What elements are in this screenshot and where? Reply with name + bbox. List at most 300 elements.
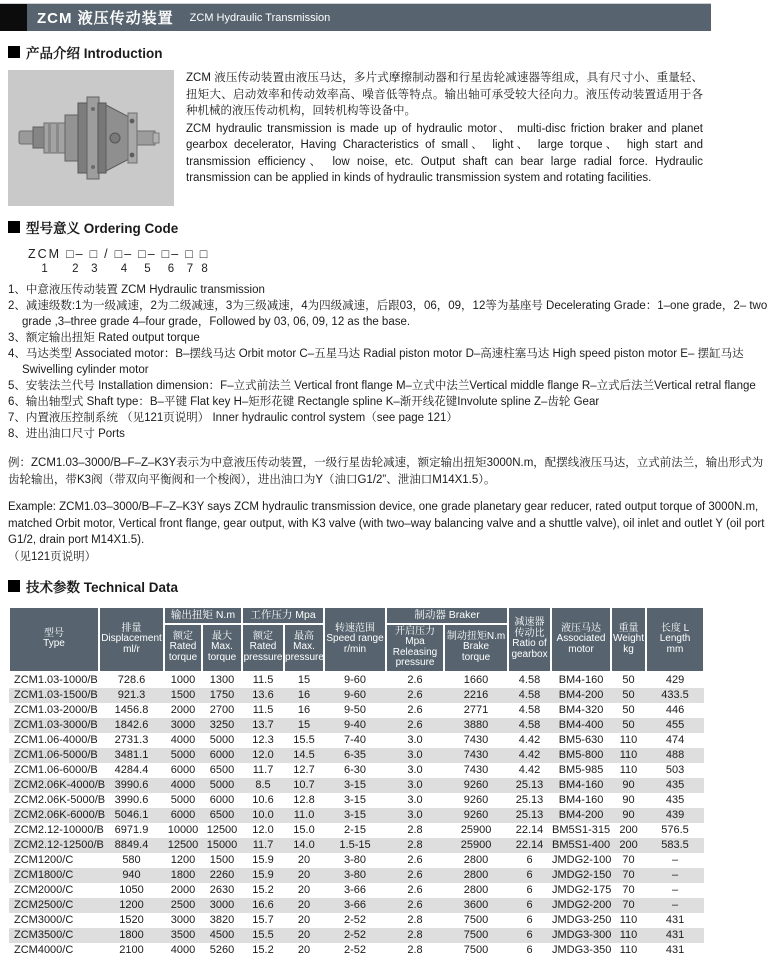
table-cell: 9-40: [344, 718, 367, 731]
table-cell: 20: [297, 913, 311, 926]
ordering-item-line: 4、马达类型 Associated motor：B–摆线马达 Orbit motor C–五星马达 Radial piston motor D–高速柱塞马达 High speed piston motor E– 摆缸马达: [8, 348, 744, 360]
table-cell: 2.6: [407, 673, 423, 686]
section-heading-ordering-code-label: 型号意义 Ordering Code: [26, 221, 179, 236]
col-header-weight: [611, 607, 646, 672]
header-line: Associated: [556, 633, 606, 644]
table-cell: 2771: [463, 703, 489, 716]
table-cell: 3820: [209, 913, 235, 926]
header-line: gearbox: [511, 648, 548, 660]
table-cell: 15: [297, 718, 311, 731]
table-cell: 9260: [463, 808, 489, 821]
header-line: Type: [43, 638, 65, 650]
header-line: Max.: [293, 641, 315, 653]
table-cell: 3500: [170, 928, 196, 941]
table-cell: 1520: [119, 913, 144, 926]
table-cell: 2500: [170, 898, 196, 911]
table-cell: 1660: [463, 673, 489, 686]
table-cell: 2.6: [407, 853, 423, 866]
table-cell: 12.8: [293, 793, 315, 806]
table-cell: ZCM1.03-2000/B: [14, 703, 98, 716]
table-cell: 11.0: [293, 808, 315, 821]
table-cell: 6: [526, 853, 533, 866]
col-header-ratio: [508, 607, 551, 672]
table-cell: 20: [297, 943, 311, 956]
table-cell: 25900: [460, 823, 492, 836]
table-cell: ZCM3500/C: [14, 928, 74, 941]
ordering-item-line: Swivelling cylinder motor: [22, 364, 149, 376]
table-cell: 1842.6: [114, 718, 149, 731]
table-cell: 5260: [209, 943, 235, 956]
table-cell: ZCM2.06K-5000/B: [14, 793, 106, 806]
table-cell: 6500: [209, 808, 235, 821]
table-cell: 1200: [119, 898, 144, 911]
square-bullet-icon: [8, 580, 20, 592]
table-cell: 3-66: [344, 883, 367, 896]
table-cell: 3.0: [407, 808, 423, 821]
table-cell: 15.9: [252, 853, 274, 866]
table-cell: 2.6: [407, 688, 423, 701]
table-cell: 4.58: [518, 688, 541, 701]
table-cell: 2630: [209, 883, 235, 896]
table-cell: ZCM2500/C: [14, 898, 74, 911]
table-cell: JMDG2-200: [552, 898, 612, 911]
header-line: Releasing: [392, 646, 438, 658]
table-cell: 13.7: [252, 718, 274, 731]
table-row: [9, 913, 704, 928]
table-cell: 50: [622, 718, 635, 731]
table-cell: ZCM2000/C: [14, 883, 74, 896]
header-line: pressure: [395, 657, 435, 668]
table-cell: 11.7: [252, 838, 274, 851]
table-cell: 2216: [463, 688, 489, 701]
table-cell: –: [671, 853, 679, 866]
table-cell: 2.6: [407, 718, 423, 731]
table-cell: 6: [526, 928, 533, 941]
table-cell: 2.8: [407, 928, 423, 941]
table-cell: 14.5: [293, 748, 315, 761]
table-cell: ZCM2.06K-4000/B: [14, 778, 106, 791]
table-cell: 728.6: [117, 673, 146, 686]
table-cell: 3600: [463, 898, 489, 911]
table-row: [9, 868, 704, 883]
table-cell: 3000: [209, 898, 235, 911]
table-cell: ZCM1.03-1000/B: [14, 673, 98, 686]
table-cell: JMDG2-175: [552, 883, 612, 896]
table-cell: JMDG3-350: [552, 943, 612, 956]
table-cell: 20: [297, 868, 311, 881]
table-cell: 25.13: [515, 793, 544, 806]
header-line: 最高: [294, 630, 315, 642]
table-cell: 20: [297, 883, 311, 896]
table-cell: –: [671, 898, 679, 911]
table-row: [9, 808, 704, 823]
header-line: Rated: [169, 641, 197, 653]
header-line: 转速范围: [335, 622, 376, 634]
header-line: 最大: [212, 630, 232, 642]
table-cell: 2000: [170, 883, 196, 896]
table-cell: 488: [665, 748, 685, 761]
table-row: [9, 778, 704, 793]
table-cell: 3.0: [407, 733, 423, 746]
table-cell: 25.13: [515, 808, 544, 821]
col-group-working-pressure: 工作压力 Mpa: [242, 607, 324, 624]
table-cell: 1.5-15: [339, 838, 371, 851]
col-header-length: [646, 607, 704, 672]
table-cell: 70: [622, 883, 635, 896]
introduction-text: [186, 70, 703, 206]
section-heading-introduction: [8, 42, 711, 62]
page-header-bar: [0, 3, 711, 31]
table-cell: 1750: [209, 688, 235, 701]
table-cell: 3990.6: [114, 793, 149, 806]
table-cell: 6-30: [344, 763, 367, 776]
table-row: [9, 883, 704, 898]
table-cell: 429: [665, 673, 685, 686]
table-cell: 13.6: [252, 688, 274, 701]
table-cell: 6: [526, 883, 533, 896]
col-header-releasing-pressure: [386, 624, 444, 672]
table-cell: 1000: [170, 673, 196, 686]
code-segment: □ 3: [89, 247, 100, 275]
table-cell: ZCM1.06-6000/B: [14, 763, 98, 776]
table-cell: 2.6: [407, 868, 423, 881]
table-cell: 4.42: [518, 748, 541, 761]
code-segment: □ 7: [185, 247, 195, 275]
table-cell: ZCM1.06-4000/B: [14, 733, 98, 746]
table-body: [9, 672, 704, 958]
col-header-rated-torque: [164, 624, 202, 672]
table-cell: 3-15: [344, 808, 367, 821]
table-cell: 11.5: [252, 673, 274, 686]
col-header-type: [9, 607, 99, 672]
ordering-code-diagram: [28, 247, 711, 276]
table-cell: 7430: [463, 733, 489, 746]
table-cell: 6000: [170, 808, 196, 821]
table-cell: 2-15: [344, 823, 367, 836]
ordering-code-items: [8, 282, 767, 442]
table-cell: ZCM1200/C: [14, 853, 74, 866]
table-cell: JMDG2-100: [552, 853, 612, 866]
table-cell: 7-40: [344, 733, 367, 746]
table-cell: 20: [297, 928, 311, 941]
table-cell: 9260: [463, 778, 489, 791]
table-cell: ZCM4000/C: [14, 943, 74, 956]
table-cell: 2-52: [344, 913, 367, 926]
table-cell: 5000: [209, 778, 235, 791]
table-cell: 1500: [170, 688, 196, 701]
example-line: （见121页说明）: [8, 550, 97, 563]
table-cell: 474: [665, 733, 685, 746]
table-cell: 4000: [170, 943, 196, 956]
code-segment: □– 4: [114, 247, 134, 275]
table-cell: JMDG3-250: [552, 913, 612, 926]
table-cell: 2100: [119, 943, 144, 956]
ordering-item-line: 2、减速级数:1为一级减速，2为二级减速，3为三级减速，4为四级减速，后跟03，06，09，12等为基座号 Decelerating Grade：1–one grade，2– two: [8, 300, 767, 312]
table-cell: BM5S1-400: [552, 838, 611, 851]
table-cell: 3-66: [344, 898, 367, 911]
table-cell: 20: [297, 853, 311, 866]
table-cell: 8849.4: [114, 838, 149, 851]
table-cell: ZCM1.06-5000/B: [14, 748, 98, 761]
section-heading-ordering-code: [8, 217, 711, 237]
table-cell: BM5-985: [558, 763, 604, 776]
table-cell: 3.0: [407, 763, 423, 776]
header-line: 传动比: [514, 627, 545, 639]
table-cell: 4.58: [518, 718, 541, 731]
header-line: 额定: [253, 630, 274, 642]
table-cell: 2700: [209, 703, 235, 716]
table-cell: 1050: [119, 883, 144, 896]
table-cell: 110: [619, 733, 638, 746]
table-cell: 16: [297, 688, 311, 701]
header-line: ml/r: [123, 643, 140, 655]
table-cell: 2-52: [344, 943, 367, 956]
table-cell: 1300: [209, 673, 235, 686]
code-segment: ZCM 1: [28, 247, 62, 275]
table-cell: 12500: [167, 838, 199, 851]
table-cell: 9-60: [344, 673, 367, 686]
table-cell: –: [671, 883, 679, 896]
square-bullet-icon: [8, 221, 20, 233]
header-line: Ratio of: [512, 638, 547, 650]
example-line: matched Orbit motor, Vertical front flange, gear output, with K3 valve (with two–way balancing valve and a shuttle valve), oil inlet and outlet Y (oil port: [8, 517, 765, 530]
table-cell: 6971.9: [114, 823, 149, 836]
table-cell: 5000: [170, 748, 196, 761]
table-cell: 6: [526, 943, 533, 956]
table-cell: 16.6: [252, 898, 274, 911]
table-cell: 25.13: [515, 778, 544, 791]
technical-data-table: [8, 606, 705, 958]
table-cell: ZCM1.03-3000/B: [14, 718, 98, 731]
table-cell: 4284.4: [114, 763, 149, 776]
table-cell: 14.0: [293, 838, 315, 851]
table-cell: 50: [622, 703, 635, 716]
table-cell: 431: [665, 928, 685, 941]
table-cell: 11.7: [252, 763, 274, 776]
table-cell: 10.7: [293, 778, 315, 791]
table-cell: 10000: [167, 823, 199, 836]
table-cell: –: [671, 868, 679, 881]
table-cell: 1456.8: [114, 703, 149, 716]
table-cell: 90: [622, 778, 635, 791]
table-cell: 2731.3: [114, 733, 149, 746]
header-line: torque: [168, 651, 198, 663]
table-cell: BM4-320: [558, 703, 604, 716]
table-cell: ZCM1800/C: [14, 868, 74, 881]
col-header-speed-range: [324, 607, 386, 672]
table-cell: ZCM2.12-12500/B: [14, 838, 104, 851]
code-segment: □– 5: [138, 247, 157, 275]
table-row: [9, 838, 704, 853]
table-row: [9, 733, 704, 748]
table-cell: 7430: [463, 763, 489, 776]
table-cell: 15000: [206, 838, 238, 851]
table-cell: 2.6: [407, 898, 423, 911]
table-row: [9, 748, 704, 763]
table-cell: 110: [619, 913, 638, 926]
table-cell: BM5S1-315: [552, 823, 611, 836]
table-cell: JMDG2-150: [552, 868, 612, 881]
col-header-motor: [551, 607, 611, 672]
table-cell: 2.6: [407, 883, 423, 896]
table-cell: 1200: [170, 853, 196, 866]
table-cell: 435: [665, 778, 685, 791]
table-cell: 1500: [209, 853, 235, 866]
table-cell: 15.5: [252, 928, 274, 941]
table-cell: 6000: [209, 793, 235, 806]
table-cell: 503: [665, 763, 685, 776]
table-cell: 12.7: [293, 763, 315, 776]
table-cell: 10.6: [252, 793, 274, 806]
header-line: pressure: [285, 651, 324, 663]
table-cell: BM4-200: [558, 808, 604, 821]
table-cell: 6500: [209, 763, 235, 776]
table-cell: 15.5: [293, 733, 315, 746]
header-line: Speed range: [326, 633, 384, 644]
table-cell: 4.42: [518, 763, 541, 776]
table-cell: 15.9: [252, 868, 274, 881]
table-row: [9, 703, 704, 718]
header-line: 排量: [121, 622, 142, 634]
ordering-item-line: 8、进出油口尺寸 Ports: [8, 428, 125, 440]
table-row: [9, 823, 704, 838]
table-cell: 15.0: [293, 823, 315, 836]
table-row: [9, 898, 704, 913]
header-line: 制动扭矩N.m: [446, 630, 506, 642]
table-cell: ZCM2.12-10000/B: [14, 823, 104, 836]
table-cell: 70: [622, 898, 635, 911]
page-title-en: ZCM Hydraulic Transmission: [189, 11, 331, 24]
col-header-rated-pressure: [242, 624, 284, 672]
ordering-item-line: 3、额定输出扭矩 Rated output torque: [8, 332, 200, 344]
table-cell: 90: [622, 793, 635, 806]
intro-paragraph-en: ZCM hydraulic transmission is made up of hydraulic motor、 multi-disc friction braker and planet gearbox decelerator, Having Characteristics of small、 light、 large torque、 high start and transmission efficiency、 low noise, etc. Output shaft can bear large radial force. Hydraulic transmission can be applied in kinds of hydraulic transmission system and rotating facilities.: [186, 122, 703, 184]
table-cell: 110: [619, 763, 638, 776]
header-line: 液压马达: [561, 622, 602, 634]
table-cell: 4500: [209, 928, 235, 941]
table-cell: 455: [665, 718, 685, 731]
table-cell: 2260: [209, 868, 235, 881]
example-paragraph-zh: [8, 455, 764, 488]
table-cell: BM4-400: [558, 718, 604, 731]
ordering-item-line: 1、中意液压传动装置 ZCM Hydraulic transmission: [8, 284, 265, 296]
header-line: 开启压力Mpa: [395, 625, 436, 647]
table-cell: 2.8: [407, 943, 423, 956]
table-cell: 4.58: [518, 673, 541, 686]
table-cell: 439: [665, 808, 685, 821]
code-segment: □ 8: [199, 247, 210, 275]
table-cell: 70: [622, 868, 635, 881]
col-group-output-torque: 输出扭矩 N.m: [164, 607, 242, 624]
table-cell: 2.8: [407, 823, 423, 836]
table-cell: ZCM3000/C: [14, 913, 74, 926]
table-cell: 435: [665, 793, 685, 806]
header-black-block: [0, 4, 27, 31]
table-cell: 110: [619, 943, 638, 956]
header-line: 长度 L: [660, 622, 690, 634]
table-cell: 9-60: [344, 688, 367, 701]
table-cell: 2800: [463, 868, 489, 881]
table-cell: 446: [665, 703, 685, 716]
table-cell: 11.5: [252, 703, 274, 716]
table-cell: 9-50: [344, 703, 367, 716]
table-cell: 3.0: [407, 778, 423, 791]
table-cell: 12.3: [252, 733, 274, 746]
table-cell: 2.6: [407, 703, 423, 716]
table-cell: 1800: [170, 868, 196, 881]
square-bullet-icon: [8, 46, 20, 58]
table-cell: 6: [526, 868, 533, 881]
section-heading-introduction-label: 产品介绍 Introduction: [26, 46, 163, 61]
table-row: [9, 718, 704, 733]
table-cell: 15: [297, 673, 311, 686]
table-cell: 6000: [209, 748, 235, 761]
table-cell: 110: [619, 928, 638, 941]
table-cell: 22.14: [515, 823, 544, 836]
example-line: G1/2, drain port M14X1.5).: [8, 534, 145, 546]
table-row: [9, 793, 704, 808]
table-cell: BM4-160: [558, 673, 604, 686]
table-cell: 3481.1: [114, 748, 149, 761]
table-row: [9, 672, 704, 688]
header-line: Max.: [211, 641, 233, 653]
table-cell: 12.0: [252, 748, 274, 761]
table-cell: BM4-200: [558, 688, 604, 701]
table-cell: 50: [622, 688, 635, 701]
header-line: Brake: [462, 641, 490, 653]
table-cell: 3-15: [344, 793, 367, 806]
table-cell: 3.0: [407, 793, 423, 806]
table-cell: 2800: [463, 883, 489, 896]
code-segment: □– 2: [66, 247, 85, 275]
table-row: [9, 688, 704, 703]
table-cell: 2.8: [407, 913, 423, 926]
table-cell: 200: [619, 838, 638, 851]
table-cell: 3990.6: [114, 778, 149, 791]
table-cell: 1800: [119, 928, 144, 941]
table-cell: 2-52: [344, 928, 367, 941]
table-cell: BM5-800: [558, 748, 604, 761]
table-cell: 4.58: [518, 703, 541, 716]
col-group-braker: 制动器 Braker: [386, 607, 508, 624]
header-line: kg: [623, 643, 634, 655]
table-cell: 921.3: [117, 688, 146, 701]
table-cell: 5046.1: [114, 808, 149, 821]
table-cell: 7500: [463, 943, 489, 956]
table-cell: 6000: [170, 763, 196, 776]
table-cell: BM4-160: [558, 793, 604, 806]
table-cell: 90: [622, 808, 635, 821]
table-cell: 6: [526, 913, 533, 926]
example-line: Example: ZCM1.03–3000/B–F–Z–K3Y says ZCM hydraulic transmission device, one grade planetary gear reducer, rated output torque of 3000N.m,: [8, 501, 759, 513]
table-cell: 580: [122, 853, 141, 866]
table-cell: 431: [665, 913, 685, 926]
table-cell: 70: [622, 853, 635, 866]
table-cell: ZCM2.06K-6000/B: [14, 808, 106, 821]
section-heading-technical-data-label: 技术参数 Technical Data: [26, 580, 179, 595]
table-cell: 12500: [206, 823, 238, 836]
col-header-brake-torque: [444, 624, 508, 672]
header-line: pressure: [243, 651, 283, 663]
table-cell: 433.5: [661, 688, 689, 701]
header-line: Displacement: [101, 633, 162, 644]
table-cell: 8.5: [255, 778, 271, 791]
table-cell: BM5-630: [558, 733, 604, 746]
col-header-max-torque: [202, 624, 242, 672]
table-cell: 4.42: [518, 733, 541, 746]
table-cell: 576.5: [661, 823, 689, 836]
table-row: [9, 928, 704, 943]
